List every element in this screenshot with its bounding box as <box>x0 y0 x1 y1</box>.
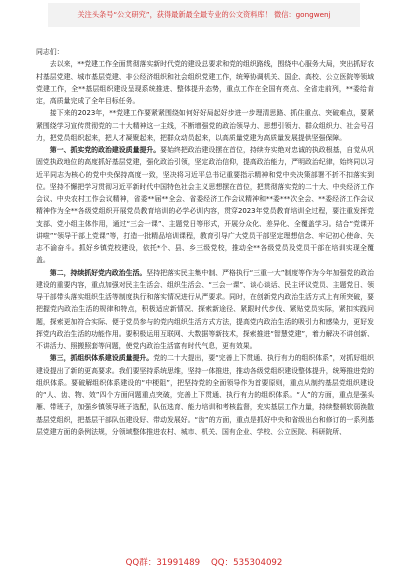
qq-group-label: QQ群： <box>125 558 157 568</box>
paragraph-lead: 第一、抓实党的政治建设质量提升。 <box>49 146 161 154</box>
document-body <box>36 46 374 551</box>
paragraph-text: 接下来的2023年，**党建工作要紧紧围绕如何好好局起好步进一步理清思路、抓住重点、突破难点，要紧紧围绕学习宣传贯彻党的二十大精神这一主线，不断增强党的政治领导力、思想引领力、群众组织力、社会号召力，把党员组织起来，把人才凝聚起来，把群众动员起来，以高质量党建为高质量发展提供坚强保障。 <box>36 109 374 142</box>
paragraph-lead: 第三，抓组织体系建设质量提升。 <box>49 354 154 363</box>
paragraph-text: 坚持把落实民主集中制、严格执行“三重一大”制度等作为今年加强党的政治建设的重要内容，重点加强对民主生活会、组织生活会、“三会一课”、谈心谈话、民主评议党员、主题党日、领导干部带头落实组织生活等制度执行和落实情况进行从严要求。同时，在创新党内政治生活方式上有所突破，要把握党内政治生活的规律和特点，积极适应新情况、探索新途径、紧跟时代步伐、紧贴党员实际，紧扣实践问题，探索更加符合实际、便于党员参与的党内组织生活方式方法，提高党内政治生活的吸引力和感染力，更好发挥党内政治生活的功能作用。要积极运用互联网、大数据等新技术，探索推进“智慧党建”，着力解决不讲创新、不讲活力、照搬照套等问题，使党内政治生活富有时代气息，更有效果。 <box>36 268 374 350</box>
footer-contact <box>0 554 408 572</box>
paragraph-4 <box>36 267 374 353</box>
greeting: 同志们： <box>36 48 64 56</box>
qq-number: 535304092 <box>233 558 283 568</box>
paragraph-2 <box>36 107 374 144</box>
paragraph-5 <box>36 352 374 438</box>
paragraph-text: 要始终把政治建设摆在首位，持续夯实绝对忠诚的执政根基，自觉从巩固党执政地位的高度抓好基层党建，强化政治引领，坚定政治信仰，提高政治能力，严明政治纪律，始终同以习近平同志为核心的党中央保持高度一致，坚决将习近平总书记重要指示精神和党中央决策部署不折不扣落实到位。坚持不懈把学习贯彻习近平新时代中国特色社会主义思想摆在首位，把贯彻落实党的二十大、中央经济工作会议、中央农村工作会议精神，省委**届**全会、省委经济工作会议精神和**委***次全会、**委经济工作会议精神作为全**各级党组织开展党员教育培训的必学必训内容，贯穿2023年党员教育培训全过程，要注重发挥党支部、党小组主体作用，通过“三会一课”、主题党日等形式，开展分众化、差异化、全覆盖学习。结合“党课开讲啦”“领导干部上党课”等，打造一批精品培训课程，教育引导广大党员干部坚定理想信念、牢记初心使命、矢志不渝奋斗。抓好乡镇党校建设，依托*个、县、乡三级党校，推动全**各级党员及党员干部在培训实现全覆盖。 <box>36 146 374 265</box>
banner-text: 关注头条号“公文研究”，获得最新最全最专业的公文资料库！ 微信：gongwenj <box>77 10 331 19</box>
paragraph-lead: 第二，持续抓好党内政治生活。 <box>49 268 147 277</box>
paragraph-text: 党的二十大提出，要“完善上下贯通、执行有力的组织体系”，对抓好组织建设提出了新的更高要求。我们要坚持系统思维，坚持一体推进，推动各级党组织建设整体提升，统筹推进党的组织体系。要破解组织体系建设的“中梗阻”，把坚持党的全面领导作为首要原则，重点从制约基层党组织建设的“人、齿、物、效”四个方面问题重点突破，完善上下贯通、执行有力的组织体系。“人”的方面，重点是强头雁、带班子，加强乡镇领导班子选配，队伍选育、能力培训和考核监督，充实基层工作力量，持续整顿软弱涣散基层党组织，把基层干部队伍建设好、带动发展好。“齿”的方面，重点是抓好中央和省级出台和修订的一系列基层党建方面的条例法规，分领域整体推进农村、城市、机关、国有企业、学校、公立医院、科研院所、 <box>36 354 374 436</box>
paragraph-3 <box>36 144 374 267</box>
header-banner <box>48 3 360 27</box>
paragraph-text: 去以来，**党建工作全面贯彻落实新时代党的建设总要求和党的组织路线，围绕中心服务大局，突出抓好农村基层党建、城市基层党建、非公经济组织和社会组织党建工作，统筹协调机关、国企、高校、公立医院等领域党建工作，全**基层组织建设呈现系统推进、整体提升态势，重点工作在全国有亮点、全省走前列，**委给肯定，高质量完成了全年目标任务。 <box>36 60 374 105</box>
qq-group-number: 31991489 <box>156 558 201 568</box>
paragraph-1 <box>36 58 374 107</box>
qq-label: QQ： <box>211 558 234 568</box>
